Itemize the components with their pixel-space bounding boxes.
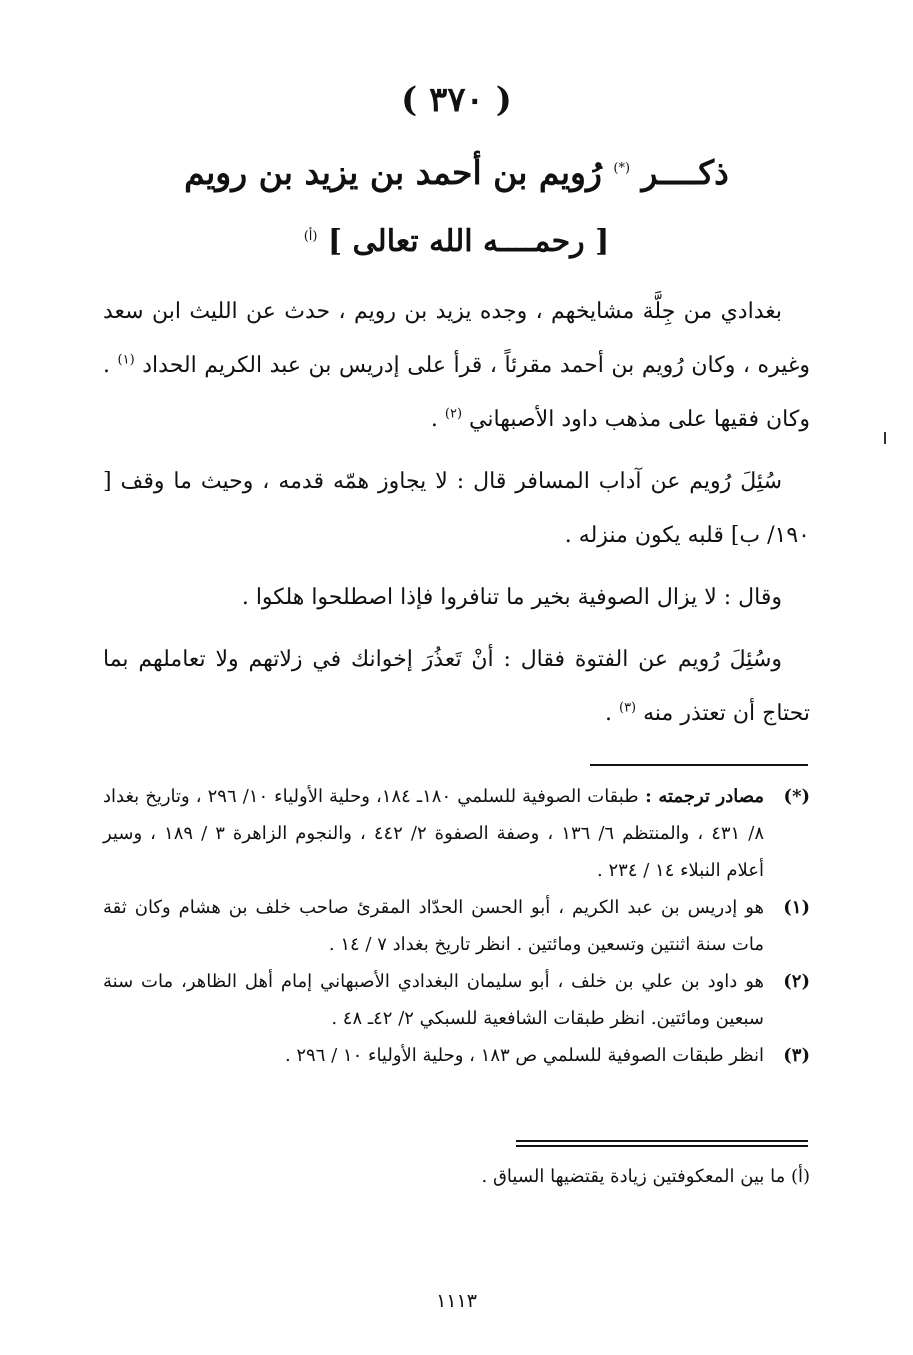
- paragraph-text: بغدادي من جِلَّة مشايخهم ، وجده يزيد بن رويم ، حدث عن الليث ابن سعد وغيره ، وكان رُويم بن أحمد مقرئاً ، قرأ على إدريس بن عبد الكريم الحداد: [103, 299, 810, 378]
- title-prefix: ذكــــر: [630, 153, 729, 192]
- title-name: رُويم بن أحمد بن يزيد بن رويم: [184, 153, 614, 192]
- footnote-divider: [590, 764, 808, 766]
- footnote-text: انظر طبقات الصوفية للسلمي ص ١٨٣ ، وحلية الأولياء ١٠ / ٢٩٦ .: [284, 1045, 764, 1066]
- paragraph-sufis-saying: وقال : لا يزال الصوفية بخير ما تنافروا فإذا اصطلحوا هلكوا .: [241, 585, 782, 610]
- paragraph-text: . وكان فقيها على مذهب داود الأصبهاني: [103, 353, 810, 432]
- footnote-ref-1: (١): [117, 352, 135, 368]
- footnote-text: هو داود بن علي بن خلف ، أبو سليمان البغدادي الأصبهاني إمام أهل الظاهر، مات سنة سبعين ومائتين. انظر طبقات الشافعية للسبكي ٢/ ٤٢ـ ٤٨ .: [103, 971, 764, 1029]
- paragraph-text: وسُئِلَ رُويم عن الفتوة فقال : أنْ تَعذُرَ إخوانك في زلاتهم ولا تعاملهم بما تحتاج أن تعتذر منه: [103, 647, 810, 726]
- paragraph-biography: [103, 285, 810, 447]
- paragraph-travel-etiquette: سُئِلَ رُويم عن آداب المسافر قال : لا يجاوز همّه قدمه ، وحيث ما وقف [ ١٩٠/ ب] قلبه يكون منزله .: [103, 469, 810, 548]
- footnote-marker: (*): [783, 786, 810, 807]
- page-number: ١١١٣: [436, 1290, 477, 1312]
- footnote-marker: (٢): [783, 971, 810, 992]
- footnote-marker: (٣): [783, 1045, 810, 1066]
- footnotes: [103, 778, 810, 1074]
- entry-title: [100, 148, 813, 198]
- paragraph-text: .: [604, 701, 619, 726]
- entry-subtitle: [100, 220, 813, 264]
- paragraph-text: .: [430, 407, 445, 432]
- subtitle-text: [ رحمــــه الله تعالى ]: [317, 224, 610, 259]
- editor-note: (أ) ما بين المعكوفتين زيادة يقتضيها السياق .: [481, 1166, 810, 1187]
- footnote-marker: (١): [783, 897, 810, 918]
- footnote-3: [103, 1037, 810, 1074]
- footnote-text: [103, 778, 764, 889]
- footnote-ref-3: (٣): [618, 700, 637, 716]
- footnote-ref-2: (٢): [444, 406, 463, 422]
- editor-note-divider-bottom: [516, 1145, 808, 1147]
- margin-mark: [884, 432, 886, 444]
- footnote-sources: [103, 778, 810, 889]
- entry-number: ( ٣٧٠ ): [401, 80, 512, 120]
- paragraph-chivalry: [103, 633, 810, 741]
- editor-note-divider-top: [516, 1140, 808, 1142]
- title-footnote-marker: (*): [613, 161, 631, 176]
- footnote-text: هو إدريس بن عبد الكريم ، أبو الحسن الحدّاد المقرئ صاحب خلف بن هشام وكان ثقة مات سنة اثنتين وتسعين ومائتين . انظر تاريخ بغداد ٧ / ١٤ .: [103, 897, 764, 955]
- body-text: [103, 285, 810, 749]
- footnote-body: طبقات الصوفية للسلمي ١٨٠ـ ١٨٤، وحلية الأولياء ١٠/ ٢٩٦ ، وتاريخ بغداد ٨/ ٤٣١ ، والمنتظم ٦/ ١٣٦ ، وصفة الصفوة ٢/ ٤٤٢ ، والنجوم الزاهرة ٣ / ١٨٩ ، وسير أعلام النبلاء ١٤ / ٢٣٤ .: [103, 786, 765, 881]
- subtitle-footnote-marker: (أ): [303, 229, 318, 244]
- footnote-lead: مصادر ترجمته :: [638, 786, 764, 807]
- footnote-2: [103, 963, 810, 1037]
- footnote-1: [103, 889, 810, 963]
